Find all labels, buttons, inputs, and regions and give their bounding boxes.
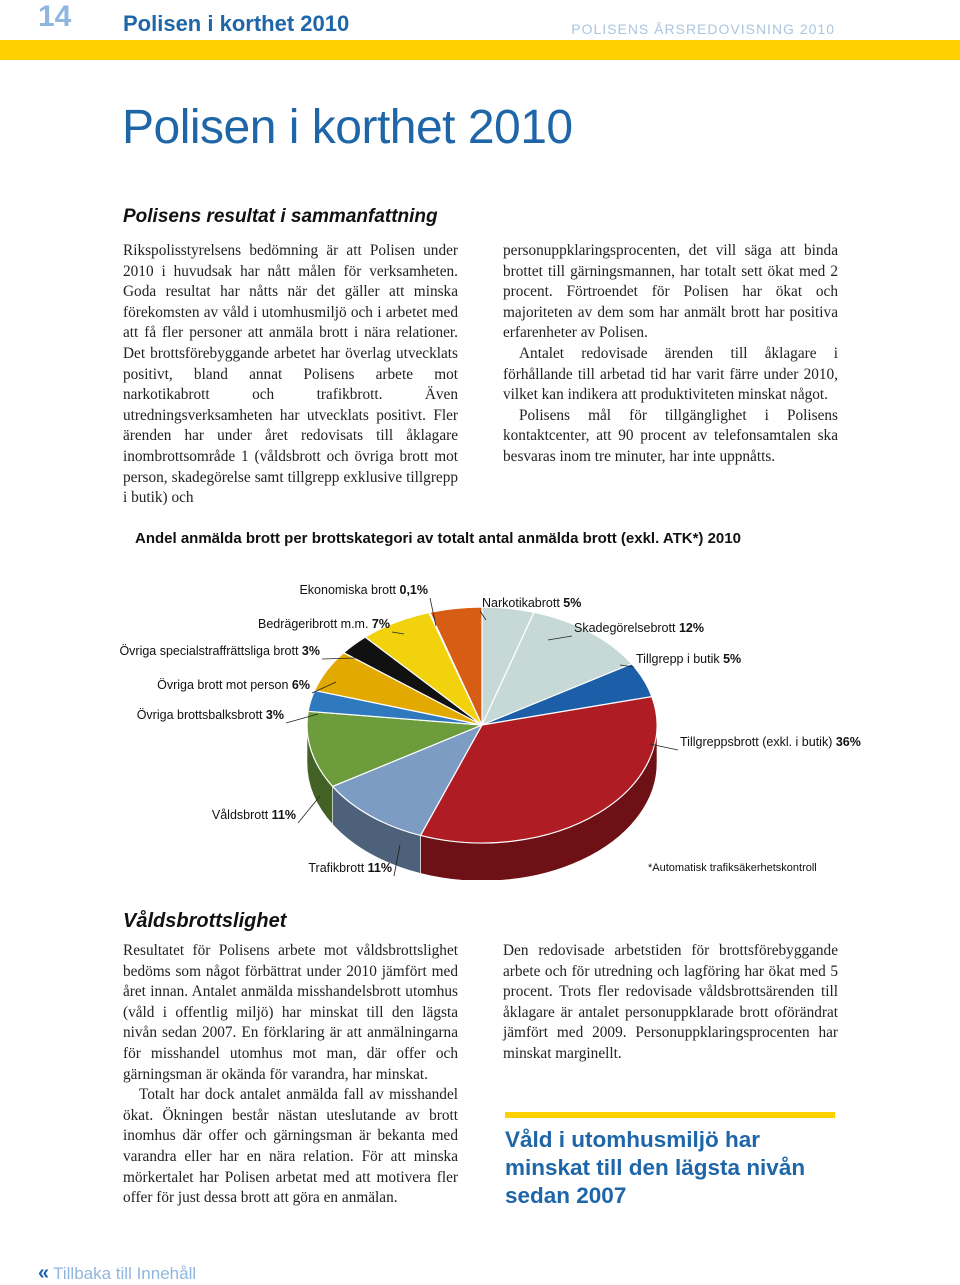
label-trafikbrott (308, 861, 392, 875)
slice-label-value: 3% (301, 644, 320, 658)
summary-heading: Polisens resultat i sammanfattning (123, 206, 438, 227)
summary-right-column (503, 241, 838, 468)
chart-title: Andel anmälda brott per brottskategori av totalt antal anmälda brott (exkl. ATK*) 2010 (135, 530, 741, 547)
slice-label-value: 5% (723, 652, 742, 666)
violence-paragraph: Resultatet för Polisens arbete mot våldsbrottslighet bedöms som något förbättrat under 2010 jämfört med året innan. Antalet anmälda misshandelsbrott utomhus (våld i offentlig miljö) har minskat till den lägsta nivån sedan 2007. En förklaring är att anmälningarna för misshandel utomhus mot man, där offer och gärningsman är okända för varandra, har minskat. (123, 942, 458, 1083)
label-ovriga-brottsbalksbrott (137, 708, 284, 722)
slice-label-name: Övriga specialstraffrättsliga brott (119, 644, 302, 658)
page-header (0, 0, 960, 62)
slice-label-value: 5% (563, 596, 582, 610)
summary-paragraph: Polisens mål för tillgänglighet i Polisens kontaktcenter, att 90 procent av telefonsamtalen ska besvaras inom tre minuter, har inte uppnåtts. (503, 406, 838, 465)
slice-label-name: Tillgrepp i butik (636, 652, 724, 666)
label-valdsbrott (212, 808, 296, 822)
label-ovriga-specialstraffrattsliga-brott (119, 644, 320, 658)
label-tillgreppsbrott (680, 735, 861, 749)
slice-label-name: Trafikbrott (308, 861, 368, 875)
callout-yellow-bar (505, 1112, 835, 1118)
page-number: 14 (38, 0, 72, 33)
slice-label-name: Bedrägeribrott m.m. (257, 617, 372, 631)
label-bedrageribrott (258, 617, 390, 631)
slice-label-name: Övriga brottsbalksbrott (136, 708, 266, 722)
back-link-label: Tillbaka till Innehåll (53, 1264, 197, 1283)
slice-label-value: 6% (291, 678, 310, 692)
slice-label-name: Skadegörelsebrott (574, 621, 679, 635)
report-name: POLISENS ÅRSREDOVISNING 2010 (571, 21, 835, 37)
slice-label-name: Tillgreppsbrott (exkl. i butik) (680, 735, 836, 749)
slice-label-name: Övriga brott mot person (157, 678, 292, 692)
summary-paragraph: personuppklaringsprocenten, det vill säga att binda brottet till gärningsmannen, har totalt sett ökat med 2 procent. Förtroendet för Polisen har ökat och majoriteten av dem som har anmält brott har positiva erfarenheter av Polisen. (503, 242, 838, 342)
slice-label-name: Våldsbrott (211, 808, 272, 822)
label-narkotikabrott (482, 596, 581, 610)
summary-paragraph: Antalet redovisade ärenden till åklagare i förhållande till arbetad tid har varit färre under 2010, vilket kan indikera att produktiviteten minskat något. (503, 344, 838, 404)
violence-right-column (503, 941, 838, 1065)
header-title: Polisen i korthet 2010 (123, 11, 350, 36)
label-ekonomiska-brott (299, 583, 428, 597)
back-to-contents-link[interactable] (38, 1262, 196, 1285)
callout-quote: Våld i utomhusmiljö har minskat till den lägsta nivån sedan 2007 (505, 1127, 806, 1208)
chart-footnote: *Automatisk trafiksäkerhetskontroll (648, 862, 817, 874)
slice-label-value: 3% (265, 708, 284, 722)
violence-heading: Våldsbrottslighet (123, 910, 287, 932)
header-yellow-bar (0, 40, 960, 60)
violence-paragraph: Totalt har dock antalet anmälda fall av misshandel ökat. Ökningen består nästan uteslutande av brott inomhus där offer och gärningsman är bekanta med varandra eller har en nära relation. För att minska mörkertalet har Polisen arbetat med att motivera fler offer för just dessa brott att göra en anmälan. (123, 1086, 458, 1207)
slice-label-value: 12% (678, 621, 704, 635)
label-skadegorelsebrott (574, 621, 704, 635)
slice-label-name: Ekonomiska brott (299, 583, 400, 597)
slice-label-value: 7% (371, 617, 390, 631)
label-ovriga-brott-mot-person (157, 678, 310, 692)
summary-left-column (123, 241, 458, 509)
slice-label-value: 11% (367, 861, 392, 875)
double-chevron-left-icon: « (38, 1262, 50, 1284)
slice-label-value: 11% (271, 808, 296, 822)
page-title: Polisen i korthet 2010 (122, 101, 573, 154)
slice-label-value: 0,1% (399, 583, 428, 597)
slice-label-name: Narkotikabrott (482, 596, 564, 610)
summary-paragraph: Rikspolisstyrelsens bedömning är att Polisen under 2010 i huvudsak har nått målen för verksamheten. Goda resultat har nåtts när det gäller att minska förekomsten av våld i utomhusmiljö och i arbetet med att få fler personer att anmäla brott i nära relationer. Det brottsförebyggande arbetet har överlag utvecklats positivt, bland annat Polisens arbete mot narkotikabrott och trafikbrott. Även utredningsverksamheten har utvecklats positivt. Fler ärenden har under året redovisats till åklagare inombrottsområde 1 (våldsbrott och övriga brott mot person, skadegörelse samt tillgrepp exklusive tillgrepp i butik) och (123, 242, 458, 507)
pie-chart (0, 560, 960, 880)
leader-line (298, 796, 320, 823)
violence-left-column (123, 941, 458, 1209)
slice-label-value: 36% (835, 735, 861, 749)
violence-paragraph: Den redovisade arbetstiden för brottsförebyggande arbete och för utredning och lagföring har ökat med 5 procent. Trots fler redovisade våldsbrottsärenden till åklagare är antalet personuppklarade brott oförändrat jämfört med 2009. Personuppklaringsprocenten har minskat marginellt. (503, 942, 838, 1062)
label-tillgrepp-i-butik (636, 652, 741, 666)
